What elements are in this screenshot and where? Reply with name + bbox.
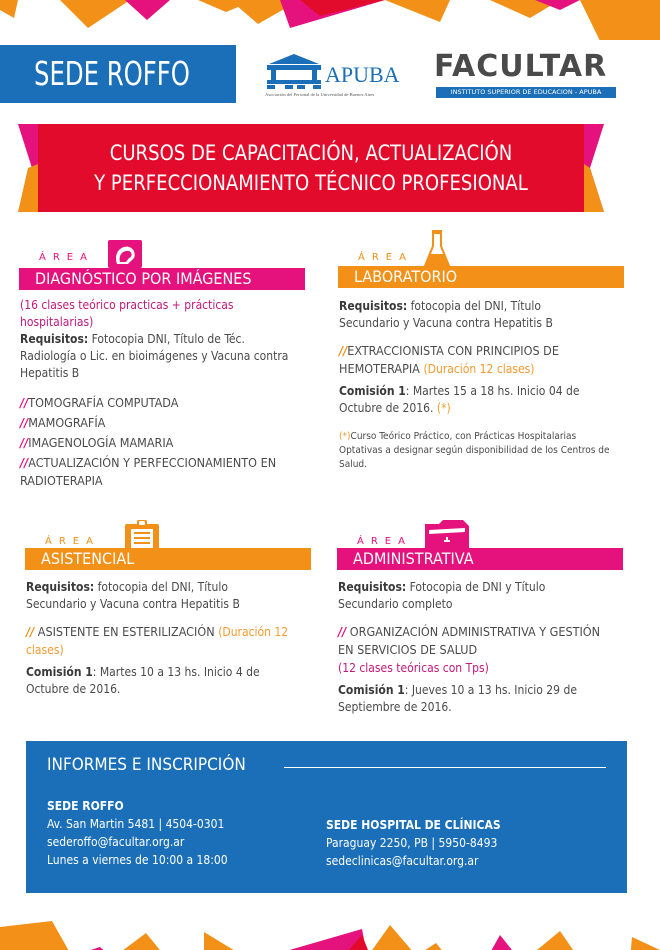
area-label: ÁREA [45, 536, 100, 547]
address-phone: Av. San Martin 5481 | 4504-0301 [47, 817, 225, 831]
brain-scan-icon [108, 240, 142, 268]
requirements-text: Requisitos: fotocopia del DNI, Título Secundario y Vacuna contra Hepatitis B [26, 580, 240, 611]
sede-name: SEDE ROFFO [47, 799, 124, 813]
apuba-name: APUBA [325, 62, 400, 87]
course-item: //EXTRACCIONISTA CON PRINCIPIOS DE HEMOTERAPIA (Duración 12 clases) [339, 343, 559, 376]
clipboard-icon [125, 520, 159, 550]
requirements-text: Requisitos: Fotocopia DNI, Título de Téc. Radiología o Lic. en bioimágenes y Vacuna contra Hepatitis B [20, 332, 289, 380]
schedule-text: Comisión 1: Martes 15 a 18 hs. Inicio 04 de Octubre de 2016. (*) [339, 384, 580, 415]
area-title-bar: ASISTENCIAL [25, 548, 311, 570]
sede-roffo-contact [47, 797, 228, 869]
requirements-text: Requisitos: fotocopia del DNI, Título Secundario y Vacuna contra Hepatitis B [339, 299, 553, 330]
title-banner [18, 124, 604, 212]
course-item: // ORGANIZACIÓN ADMINISTRATIVA Y GESTIÓN EN SERVICIOS DE SALUD (12 clases teóricas con Tps) [338, 624, 601, 675]
course-item: //MAMOGRAFÍA [20, 415, 106, 430]
flask-icon [424, 230, 450, 268]
banner-title: CURSOS DE CAPACITACIÓN, ACTUALIZACIÓN Y PERFECCIONAMIENTO TÉCNICO PROFESIONAL [94, 141, 528, 195]
apuba-building-icon [265, 54, 323, 90]
course-item: // ASISTENTE EN ESTERILIZACIÓN (Duración 12 clases) [26, 624, 289, 657]
facultar-subtitle: INSTITUTO SUPERIOR DE EDUCACION - APUBA [436, 87, 616, 98]
area-label: ÁREA [358, 252, 413, 263]
address-phone: Paraguay 2250, PB | 5950-8493 [326, 836, 498, 850]
schedule-text: Comisión 1: Jueves 10 a 13 hs. Inicio 29 de Septiembre de 2016. [338, 683, 577, 714]
course-hours-note: (16 clases teórico practicas + prácticas hospitalarias) [20, 298, 234, 329]
schedule-text: Comisión 1: Martes 10 a 13 hs. Inicio 4 de Octubre de 2016. [26, 665, 260, 696]
divider-line [284, 767, 606, 768]
course-item: //IMAGENOLOGÍA MAMARIA [20, 435, 174, 450]
facultar-logo [434, 49, 620, 101]
info-registration-box [26, 741, 627, 893]
sede-clinicas-contact [326, 816, 501, 870]
email-link[interactable]: sedeclinicas@facultar.org.ar [326, 854, 479, 868]
sede-name: SEDE HOSPITAL DE CLÍNICAS [326, 818, 501, 832]
footnote-text: (*)Curso Teórico Práctico, con Prácticas Hospitalarias Optativas a designar según disponibilidad de los Centros de Salud. [339, 431, 610, 470]
area-title-bar: ADMINISTRATIVA [337, 548, 623, 570]
decorative-bottom-shapes [0, 905, 660, 950]
apuba-logo [265, 52, 415, 102]
area-label: ÁREA [39, 252, 94, 263]
info-title: INFORMES E INSCRIPCIÓN [47, 755, 246, 775]
facultar-name: FACULTAR [434, 49, 608, 84]
area-title-bar: LABORATORIO [338, 266, 624, 288]
email-link[interactable]: sederoffo@facultar.org.ar [47, 835, 185, 849]
sede-roffo-badge: SEDE ROFFO [0, 45, 236, 103]
requirements-text: Requisitos: Fotocopia de DNI y Título Secundario completo [338, 580, 546, 611]
apuba-subtitle: Asociación del Personal de la Universidad de Buenos Aires [265, 92, 375, 97]
decorative-top-shapes [0, 0, 660, 40]
area-label: ÁREA [357, 536, 412, 547]
opening-hours: Lunes a viernes de 10:00 a 18:00 [47, 853, 228, 867]
course-item: //TOMOGRAFÍA COMPUTADA [20, 395, 179, 410]
folder-icon [425, 520, 469, 550]
course-item: //ACTUALIZACIÓN Y PERFECCIONAMIENTO EN RADIOTERAPIA [20, 455, 277, 488]
area-title-bar: DIAGNÓSTICO POR IMÁGENES [19, 268, 305, 290]
